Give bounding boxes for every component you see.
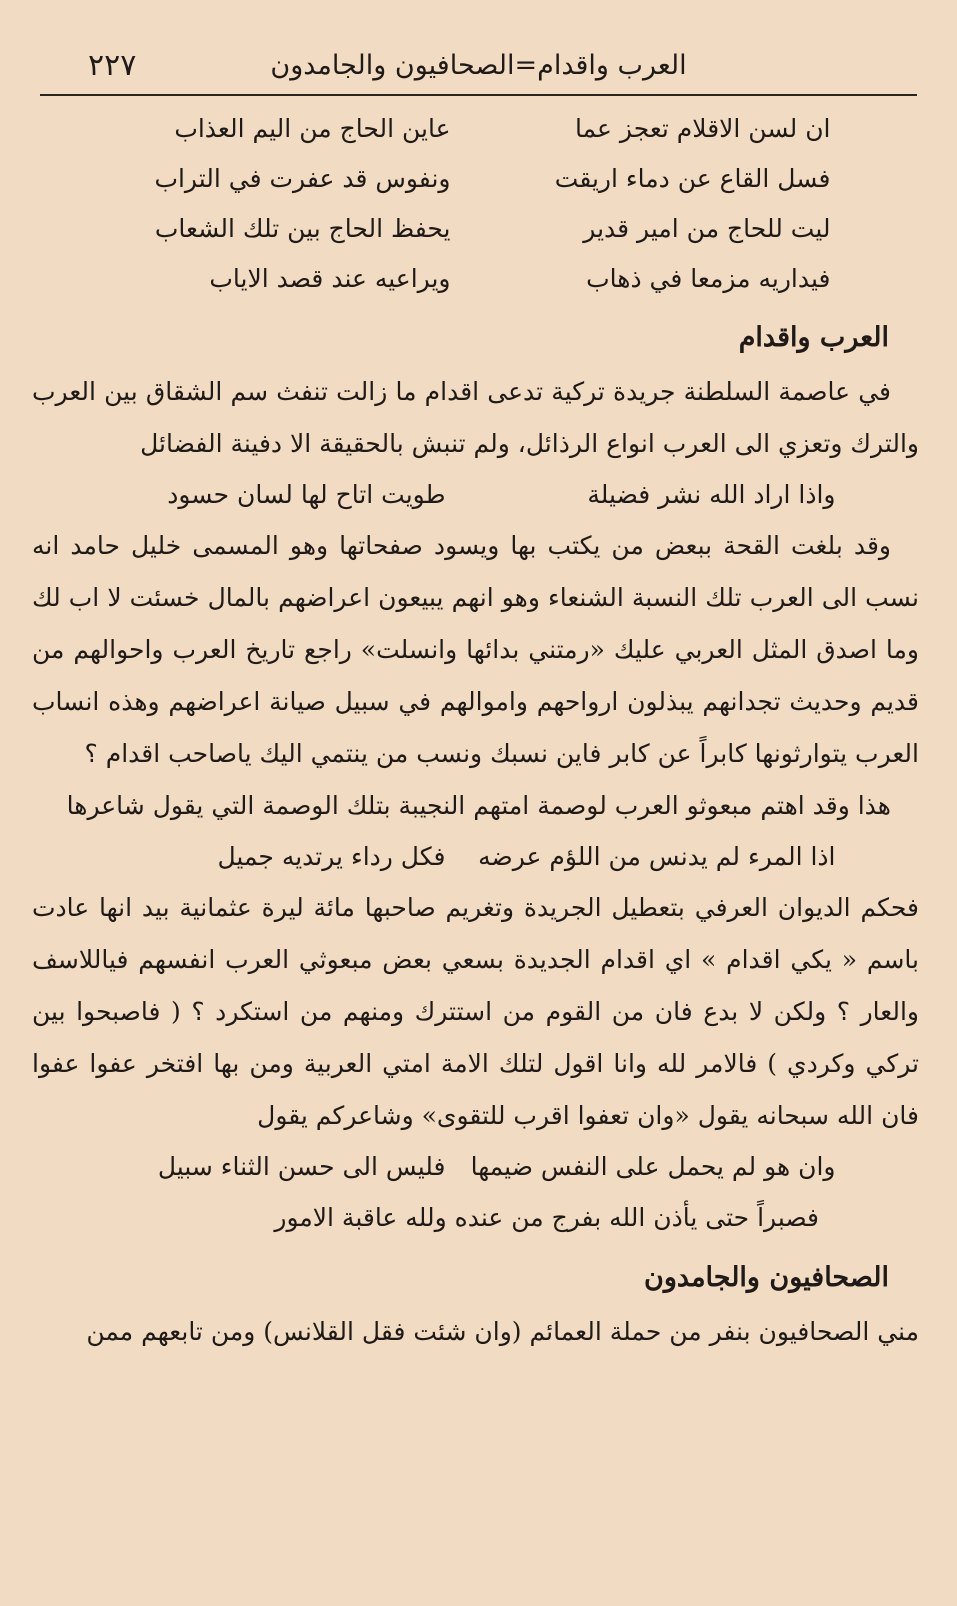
verse-second-hemistich: يحفظ الحاج بين تلك الشعاب <box>154 214 451 243</box>
quoted-verse <box>32 1142 919 1192</box>
running-title: العرب واقدام=الصحافيون والجامدون <box>270 50 687 81</box>
section-heading: العرب واقدام <box>738 322 889 353</box>
verse-second-hemistich: عاين الحاج من اليم العذاب <box>174 114 451 143</box>
verse-first-hemistich: اذا المرء لم يدنس من اللؤم عرضه <box>478 842 836 871</box>
verse-second-hemistich: ونفوس قد عفرت في التراب <box>154 164 451 193</box>
poem-verse <box>32 104 919 154</box>
verse-first-hemistich: ان لسن الاقلام تعجز عما <box>574 114 831 143</box>
verse-second-hemistich: فليس الى حسن الثناء سبيل <box>157 1152 446 1181</box>
verse-second-hemistich: فكل رداء يرتديه جميل <box>217 842 446 871</box>
verse-first-hemistich: واذا اراد الله نشر فضيلة <box>587 480 836 509</box>
quoted-verse <box>32 470 919 520</box>
verse-first-hemistich: ليت للحاج من امير قدير <box>583 214 831 243</box>
paragraph: مني الصحافيون بنفر من حملة العمائم (وان شئت فقل القلانس) ومن تابعهم ممن <box>86 1317 919 1346</box>
paragraph: فحكم الديوان العرفي بتعطيل الجريدة وتغريم صاحبها مائة ليرة عثمانية بيد انها عادت باسم « يكي اقدام » اي اقدام الجديدة بسعي بعض مبعوثي العرب انفسهم فياللاسف والعار ؟ ولكن لا بدع فان من القوم من استترك ومنهم من استكرد ؟ ( فاصبحوا بين تركي وكردي ) فالامر لله وانا اقول لتلك الامة امتي العربية ومن بها افتخر عفوا عفوا فان الله سبحانه يقول «وان تعفوا اقرب للتقوى» وشاعركم يقول <box>32 893 919 1130</box>
verse-first-hemistich: فيداريه مزمعا في ذهاب <box>586 264 831 293</box>
paragraph: هذا وقد اهتم مبعوثو العرب لوصمة امتهم النجيبة بتلك الوصمة التي يقول شاعرها <box>66 791 891 820</box>
paragraph: وقد بلغت القحة ببعض من يكتب بها ويسود صفحاتها وهو المسمى خليل حامد انه نسب الى العرب تلك النسبة الشنعاء وهو انهم يبيعون اعراضهم بالمال خسئت لا اب لك وما اصدق المثل العربي عليك «رمتني بدائها وانسلت» راجع تاريخ العرب واحوالهم من قديم وحديث تجدانهم يبذلون ارواحهم واموالهم في سبيل صيانة اعراضهم وهذه انساب العرب يتوارثونها كابراً عن كابر فاين نسبك ونسب من ينتمي اليك ياصاحب اقدام ؟ <box>32 531 919 768</box>
poem-verse <box>32 204 919 254</box>
poem-verse <box>32 154 919 204</box>
verse-second-hemistich: طويت اتاح لها لسان حسود <box>167 480 446 509</box>
section-heading: الصحافيون والجامدون <box>644 1262 889 1293</box>
quoted-verse-line: فصبراً حتى يأذن الله بفرج من عنده ولله عاقبة الامور <box>274 1203 819 1232</box>
page-number: ٢٢٧ <box>88 48 137 83</box>
quoted-verse <box>32 832 919 882</box>
poem-block <box>32 104 919 304</box>
verse-second-hemistich: ويراعيه عند قصد الاياب <box>209 264 451 293</box>
paragraph: في عاصمة السلطنة جريدة تركية تدعى اقدام ما زالت تنفث سم الشقاق بين العرب والترك وتعزي الى العرب انواع الرذائل، ولم تنبش بالحقيقة الا دفينة الفضائل <box>32 377 919 458</box>
page-header <box>40 38 917 96</box>
verse-first-hemistich: فسل القاع عن دماء اريقت <box>554 164 831 193</box>
poem-verse <box>32 254 919 304</box>
page-body <box>32 104 919 1586</box>
verse-first-hemistich: وان هو لم يحمل على النفس ضيمها <box>470 1152 836 1181</box>
